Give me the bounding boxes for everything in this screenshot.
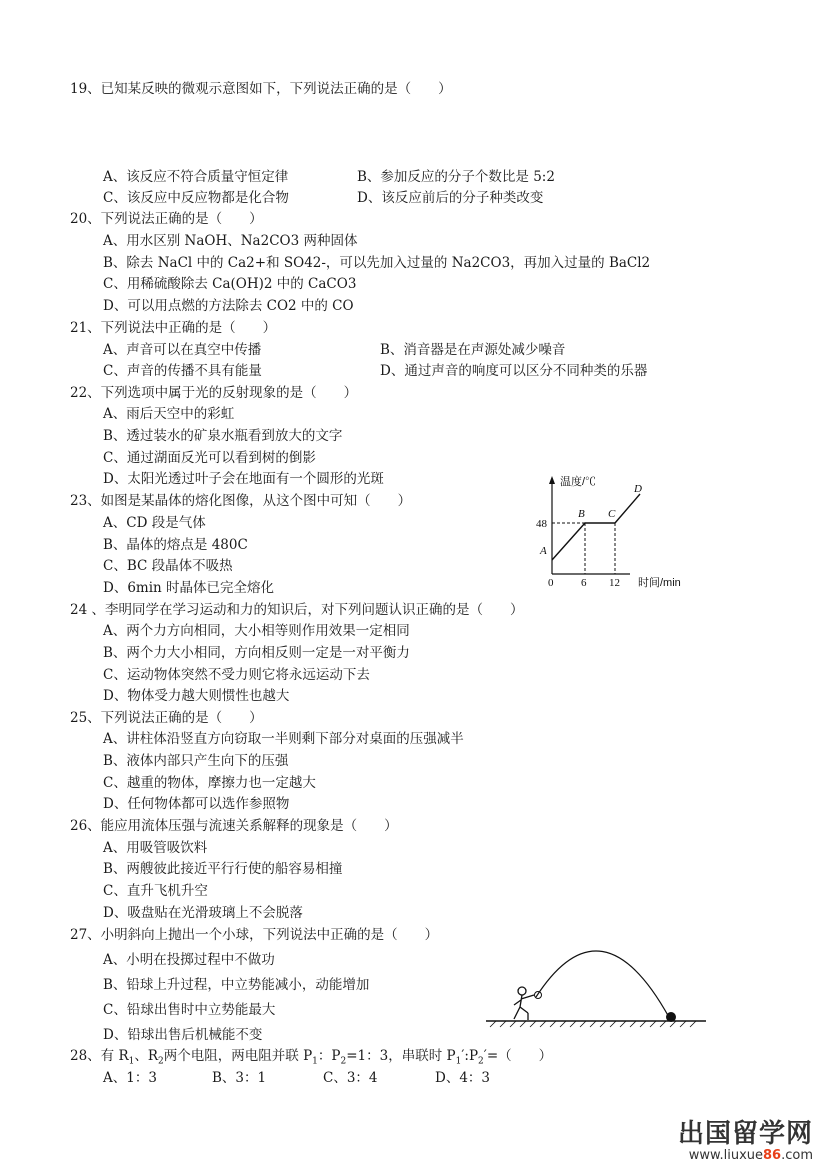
- q28-option-c: C、3：4: [323, 1070, 378, 1086]
- q28-subscript-6: 2: [478, 1056, 484, 1067]
- q22-stem: 22、下列选项中属于光的反射现象的是（ ）: [70, 385, 358, 401]
- q28-stem-part-c: 两个电阻，两电阻并联 P: [163, 1048, 313, 1064]
- q19-option-b: B、参加反应的分子个数比是 5:2: [357, 169, 555, 185]
- q21-option-d: D、通过声音的响度可以区分不同种类的乐器: [380, 363, 648, 379]
- q28-subscript-3: 1: [312, 1056, 318, 1067]
- watermark-url-prefix: www.liuxue: [688, 1148, 763, 1163]
- q24-option-b: B、两个力大小相同，方向相反则一定是一对平衡力: [103, 645, 410, 661]
- watermark-title: 出国留学网: [677, 1119, 813, 1149]
- melting-curve: [552, 494, 640, 560]
- q28-stem-part-d: ：P: [317, 1048, 341, 1064]
- q22-option-a: A、雨后天空中的彩虹: [103, 406, 235, 422]
- x-tick-12: 12: [609, 577, 620, 589]
- q22-option-c: C、通过湖面反光可以看到树的倒影: [103, 450, 316, 466]
- q28-stem-part-e: =1：3，串联时 P: [346, 1048, 456, 1064]
- q21-stem: 21、下列说法中正确的是（ ）: [70, 320, 277, 336]
- q28-stem-part-a: 28、有 R: [70, 1048, 129, 1064]
- watermark-url: [678, 1148, 813, 1163]
- q28-option-d: D、4：3: [435, 1070, 491, 1086]
- point-c-label: C: [608, 508, 616, 520]
- trajectory-curve: [536, 951, 670, 1019]
- watermark-url-highlight: 86: [763, 1148, 782, 1163]
- q28-stem-part-g: ′=（ ）: [483, 1048, 553, 1064]
- q24-option-d: D、物体受力越大则惯性也越大: [103, 688, 290, 704]
- q25-option-c: C、越重的物体，摩擦力也一定越大: [103, 775, 316, 791]
- q26-option-c: C、直升飞机升空: [103, 883, 208, 899]
- q27-option-c: C、铅球出售时中立势能最大: [103, 1002, 276, 1018]
- point-d-label: D: [634, 483, 642, 495]
- q25-stem: 25、下列说法正确的是（ ）: [70, 710, 263, 726]
- q23-option-d: D、6min 时晶体已完全熔化: [103, 580, 275, 596]
- q19-option-d: D、该反应前后的分子种类改变: [357, 190, 544, 206]
- x-unit-label: 时间/min: [638, 577, 681, 589]
- q28-stem: [70, 1047, 552, 1071]
- q23-option-a: A、CD 段是气体: [103, 515, 206, 531]
- point-a-label: A: [540, 545, 547, 557]
- site-watermark: [678, 1120, 813, 1163]
- q19-option-a: A、该反应不符合质量守恒定律: [103, 169, 289, 185]
- q28-option-a: A、1：3: [103, 1070, 157, 1086]
- q23-stem: 23、如图是某晶体的熔化图像，从这个图中可知（ ）: [70, 493, 412, 509]
- watermark-url-suffix: .com: [781, 1148, 813, 1163]
- q24-option-a: A、两个力方向相同，大小相等则作用效果一定相同: [103, 623, 410, 639]
- thrower-figure: [514, 987, 534, 1020]
- ground-hatching: [490, 1021, 696, 1027]
- q20-option-a: A、用水区别 NaOH、Na2CO3 两种固体: [103, 233, 358, 249]
- q22-option-b: B、透过装水的矿泉水瓶看到放大的文字: [103, 428, 343, 444]
- q27-option-d: D、铅球出售后机械能不变: [103, 1027, 263, 1043]
- x-tick-0: 0: [548, 577, 554, 589]
- q22-option-d: D、太阳光透过叶子会在地面有一个圆形的光斑: [103, 471, 384, 487]
- q26-option-d: D、吸盘贴在光滑玻璃上不会脱落: [103, 905, 303, 921]
- shot-ball: [666, 1012, 676, 1022]
- q20-option-d: D、可以用点燃的方法除去 CO2 中的 CO: [103, 298, 354, 314]
- q28-stem-part-f: ′:P: [461, 1048, 479, 1064]
- projectile-figure: [484, 935, 710, 1031]
- q19-stem: 19、已知某反映的微观示意图如下，下列说法正确的是（ ）: [70, 81, 452, 97]
- q20-option-c: C、用稀硫酸除去 Ca(OH)2 中的 CaCO3: [103, 276, 357, 292]
- q25-option-a: A、讲柱体沿竖直方向窃取一半则剩下部分对桌面的压强减半: [103, 731, 464, 747]
- q21-option-b: B、消音器是在声源处减少噪音: [380, 342, 566, 358]
- q19-option-c: C、该反应中反应物都是化合物: [103, 190, 289, 206]
- q28-subscript-5: 1: [455, 1056, 462, 1067]
- q20-stem: 20、下列说法正确的是（ ）: [70, 211, 263, 227]
- x-tick-6: 6: [581, 577, 587, 589]
- q27-option-a: A、小明在投掷过程中不做功: [103, 952, 275, 968]
- q21-option-c: C、声音的传播不具有能量: [103, 363, 262, 379]
- q26-option-b: B、两艘彼此接近平行行使的船容易相撞: [103, 861, 343, 877]
- q20-option-b: B、除去 NaCl 中的 Ca2+和 SO42-，可以先加入过量的 Na2CO3，再加入过量的 BaCl2: [103, 255, 651, 271]
- point-b-label: B: [578, 508, 585, 520]
- q21-option-a: A、声音可以在真空中传播: [103, 342, 262, 358]
- q26-stem: 26、能应用流体压强与流速关系解释的现象是（ ）: [70, 818, 398, 834]
- melting-graph: [530, 474, 700, 592]
- q28-subscript-4: 2: [340, 1056, 347, 1067]
- y-unit-label: 温度/℃: [560, 476, 597, 488]
- q28-subscript-1: 1: [128, 1056, 135, 1067]
- y-axis-arrow: [549, 476, 555, 484]
- q23-option-b: B、晶体的熔点是 480C: [103, 537, 248, 553]
- q24-stem: 24 、李明同学在学习运动和力的知识后，对下列问题认识正确的是（ ）: [70, 602, 524, 618]
- q23-option-c: C、BC 段晶体不吸热: [103, 558, 233, 574]
- q26-option-a: A、用吸管吸饮料: [103, 840, 208, 856]
- q27-option-b: B、铅球上升过程，中立势能减小，动能增加: [103, 977, 370, 993]
- q24-option-c: C、运动物体突然不受力则它将永远运动下去: [103, 667, 370, 683]
- q28-stem-part-b: 、R: [134, 1048, 159, 1064]
- y-tick-48: 48: [536, 518, 547, 530]
- q28-option-b: B、3：1: [212, 1070, 267, 1086]
- q27-stem: 27、小明斜向上抛出一个小球，下列说法中正确的是（ ）: [70, 927, 439, 943]
- q28-subscript-2: 2: [158, 1056, 164, 1067]
- q25-option-d: D、任何物体都可以选作参照物: [103, 796, 290, 812]
- q25-option-b: B、液体内部只产生向下的压强: [103, 753, 289, 769]
